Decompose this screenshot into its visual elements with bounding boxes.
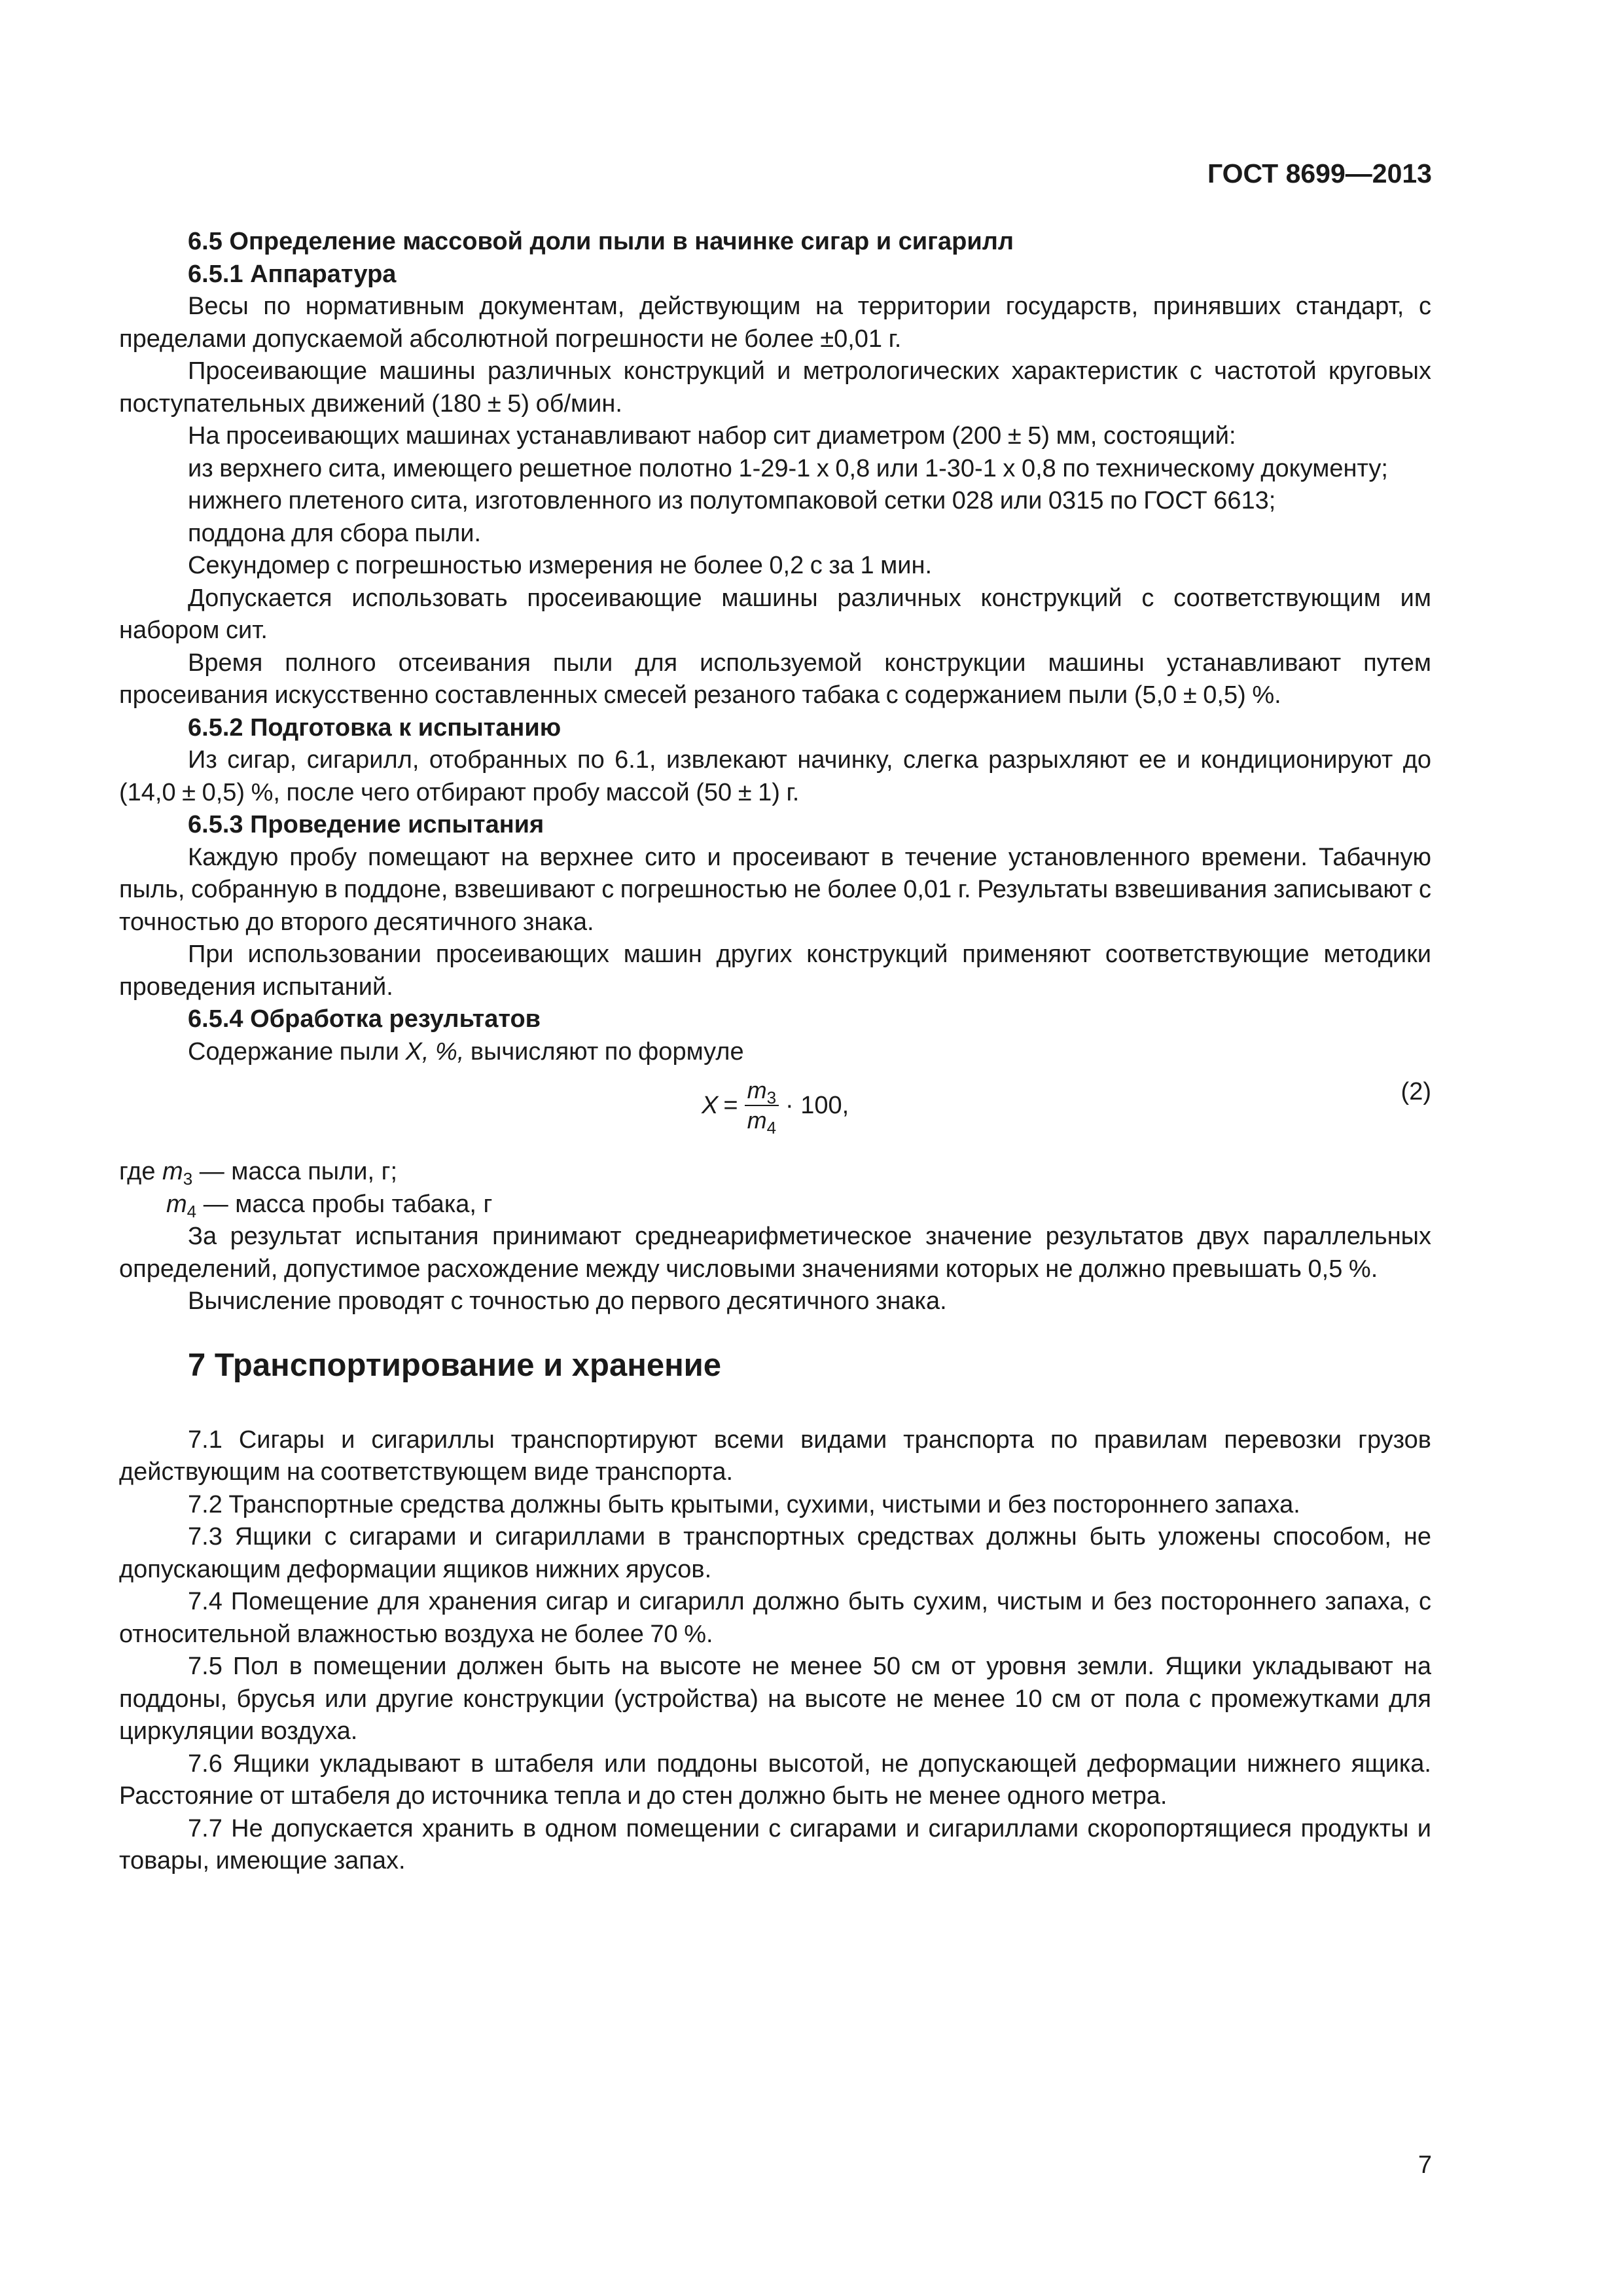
paragraph: Из сигар, сигарилл, отобранных по 6.1, извлекают начинку, слегка разрыхляют ее и кондиционируют до (14,0 ± 0,5) %, после чего отбирают пробу массой (50 ± 1) г. bbox=[119, 746, 1431, 806]
where-subscript: 3 bbox=[183, 1169, 193, 1189]
page-content bbox=[119, 226, 1431, 1878]
where-line-1 bbox=[119, 1156, 1431, 1189]
where-variable: m bbox=[166, 1190, 187, 1218]
where-prefix: где bbox=[119, 1158, 156, 1185]
paragraph: На просеивающих машинах устанавливают набор сит диаметром (200 ± 5) мм, состоящий: bbox=[188, 422, 1236, 450]
paragraph: Время полного отсеивания пыли для используемой конструкции машины устанавливают путем просеивания искусственно составленных смесей резаного табака с содержанием пыли (5,0 ± 0,5) %. bbox=[119, 649, 1431, 709]
denominator-subscript: 4 bbox=[766, 1118, 777, 1138]
paragraph: 7.1 Сигары и сигариллы транспортируют всеми видами транспорта по правилам перевозки грузов действующим на соответствующем виде транспорта. bbox=[119, 1426, 1431, 1486]
formula-intro bbox=[119, 1036, 1431, 1069]
paragraph: нижнего плетеного сита, изготовленного из полутомпаковой сетки 028 или 0315 по ГОСТ 6613; bbox=[188, 487, 1276, 514]
formula-denominator bbox=[745, 1106, 779, 1138]
paragraph: 7.6 Ящики укладывают в штабеля или поддоны высотой, не допускающей деформации нижнего ящика. Расстояние от штабеля до источника тепла и до стен должно быть не менее одного метра. bbox=[119, 1749, 1431, 1810]
paragraph: 7.2 Транспортные средства должны быть крытыми, сухими, чистыми и без постороннего запаха. bbox=[188, 1490, 1300, 1518]
paragraph: Весы по нормативным документам, действующим на территории государств, принявших стандарт, с пределами допускаемой абсолютной погрешности не более ±0,01 г. bbox=[119, 293, 1431, 353]
section-6-5-3-heading: 6.5.3 Проведение испытания bbox=[188, 811, 544, 838]
where-variable: m bbox=[162, 1158, 183, 1185]
paragraph: 7.3 Ящики с сигарами и сигариллами в транспортных средствах должны быть уложены способом, не допускающим деформации ящиков нижних ярусов. bbox=[119, 1523, 1431, 1583]
formula-intro-variable: X, %, bbox=[405, 1037, 465, 1066]
paragraph: Секундомер с погрешностью измерения не более 0,2 с за 1 мин. bbox=[188, 552, 933, 579]
where-description: — масса пробы табака, г bbox=[203, 1190, 493, 1218]
formula-lhs: X bbox=[702, 1092, 719, 1119]
page-number: 7 bbox=[1418, 2151, 1432, 2179]
where-description: — масса пыли, г; bbox=[199, 1158, 398, 1185]
formula-number: (2) bbox=[1400, 1078, 1431, 1105]
numerator-subscript: 3 bbox=[766, 1088, 777, 1107]
section-6-5-2-heading: 6.5.2 Подготовка к испытанию bbox=[188, 713, 562, 742]
where-line-2 bbox=[119, 1189, 1431, 1221]
section-6-5-4-heading: 6.5.4 Обработка результатов bbox=[188, 1005, 541, 1033]
denominator-variable: m bbox=[747, 1107, 767, 1134]
paragraph: поддона для сбора пыли. bbox=[188, 519, 482, 547]
section-6-5-heading: 6.5 Определение массовой доли пыли в начинке сигар и сигарилл bbox=[188, 228, 1014, 255]
formula-intro-suffix: вычисляют по формуле bbox=[470, 1037, 744, 1066]
standard-header: ГОСТ 8699—2013 bbox=[1207, 158, 1432, 188]
paragraph: Допускается использовать просеивающие машины различных конструкций с соответствующим им набором сит. bbox=[119, 584, 1431, 644]
formula-tail: · 100, bbox=[785, 1092, 849, 1119]
paragraph: При использовании просеивающих машин других конструкций применяют соответствующие методики проведения испытаний. bbox=[119, 941, 1431, 1001]
formula-fraction bbox=[745, 1077, 779, 1138]
paragraph: 7.7 Не допускается хранить в одном помещении с сигарами и сигариллами скоропортящиеся продукты и товары, имеющие запах. bbox=[119, 1814, 1431, 1874]
paragraph: Вычисление проводят с точностью до первого десятичного знака. bbox=[188, 1287, 947, 1315]
formula-intro-prefix: Содержание пыли bbox=[188, 1037, 399, 1066]
numerator-variable: m bbox=[747, 1077, 767, 1103]
formula-numerator bbox=[745, 1077, 779, 1106]
formula bbox=[702, 1077, 849, 1138]
paragraph: Просеивающие машины различных конструкций и метрологических характеристик с частотой круговых поступательных движений (180 ± 5) об/мин. bbox=[119, 357, 1431, 418]
paragraph: Каждую пробу помещают на верхнее сито и просеивают в течение установленного времени. Табачную пыль, собранную в поддоне, взвешивают с погрешностью не более 0,01 г. Результаты взвешивания записывают с точностью до второго десятичного знака. bbox=[119, 843, 1432, 936]
formula-equals: = bbox=[723, 1092, 738, 1119]
section-7-heading: 7 Транспортирование и хранение bbox=[188, 1347, 722, 1383]
formula-block bbox=[119, 1073, 1431, 1151]
where-subscript: 4 bbox=[187, 1201, 197, 1221]
paragraph: 7.5 Пол в помещении должен быть на высоте не менее 50 см от уровня земли. Ящики укладывают на поддоны, брусья или другие конструкции (устройства) на высоте не менее 10 см от пола с промежутками для циркуляции воздуха. bbox=[119, 1653, 1431, 1745]
section-6-5-1-heading: 6.5.1 Аппаратура bbox=[188, 260, 397, 288]
paragraph: из верхнего сита, имеющего решетное полотно 1-29-1 х 0,8 или 1-30-1 х 0,8 по техническому документу; bbox=[188, 454, 1388, 482]
paragraph: За результат испытания принимают среднеарифметическое значение результатов двух параллельных определений, допустимое расхождение между числовыми значениями которых не должно превышать 0,5 %. bbox=[119, 1223, 1431, 1283]
paragraph: 7.4 Помещение для хранения сигар и сигарилл должно быть сухим, чистым и без постороннего запаха, с относительной влажностью воздуха не более 70 %. bbox=[119, 1588, 1431, 1648]
